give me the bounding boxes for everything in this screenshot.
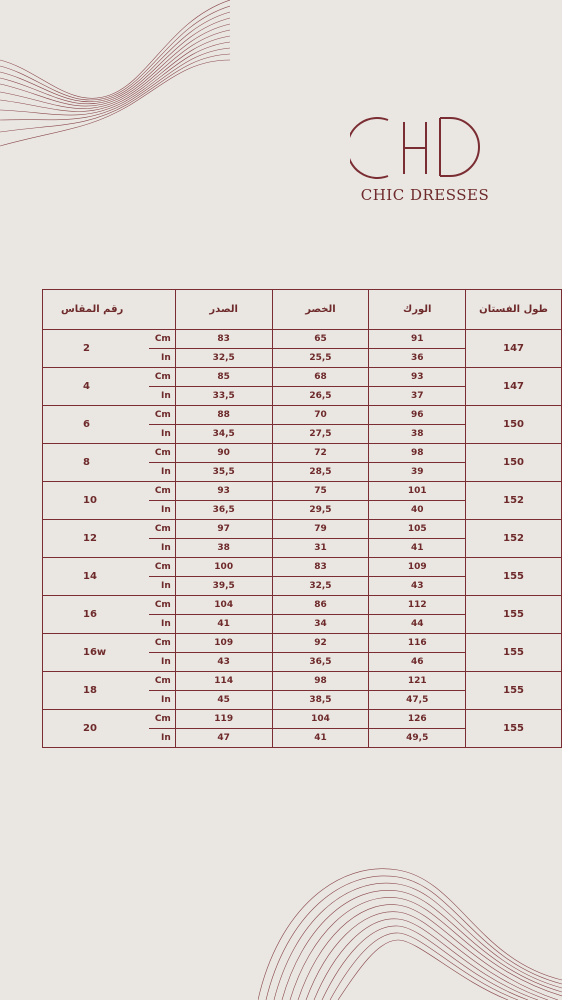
hip-in-cell: 38 <box>369 425 466 444</box>
size-chart-table <box>42 289 562 748</box>
unit-cm-label: Cm <box>149 482 175 501</box>
hip-cm-cell: 91 <box>369 330 466 349</box>
table-row-cm <box>43 482 562 501</box>
size-cell: 16w <box>43 634 149 672</box>
table-row-cm <box>43 710 562 729</box>
waist-cm-cell: 86 <box>272 596 369 615</box>
bust-cm-cell: 93 <box>175 482 272 501</box>
bust-cm-cell: 90 <box>175 444 272 463</box>
bust-in-cell: 34,5 <box>175 425 272 444</box>
header-size: رقم المقاس <box>43 290 176 330</box>
dress-length-cell: 152 <box>466 482 562 520</box>
hip-cm-cell: 105 <box>369 520 466 539</box>
dress-length-cell: 150 <box>466 444 562 482</box>
hip-cm-cell: 121 <box>369 672 466 691</box>
table-row-cm <box>43 406 562 425</box>
size-cell: 20 <box>43 710 149 748</box>
dress-length-cell: 155 <box>466 558 562 596</box>
bust-cm-cell: 104 <box>175 596 272 615</box>
unit-in-label: In <box>149 577 175 596</box>
wave-decoration-top <box>0 0 230 160</box>
size-cell: 12 <box>43 520 149 558</box>
hip-in-cell: 49,5 <box>369 729 466 748</box>
unit-in-label: In <box>149 463 175 482</box>
dress-length-cell: 147 <box>466 330 562 368</box>
waist-cm-cell: 104 <box>272 710 369 729</box>
hip-cm-cell: 126 <box>369 710 466 729</box>
unit-in-label: In <box>149 425 175 444</box>
hip-cm-cell: 93 <box>369 368 466 387</box>
size-cell: 14 <box>43 558 149 596</box>
hip-in-cell: 39 <box>369 463 466 482</box>
dress-length-cell: 155 <box>466 710 562 748</box>
bust-in-cell: 38 <box>175 539 272 558</box>
brand-name: CHIC DRESSES <box>360 186 490 204</box>
unit-in-label: In <box>149 653 175 672</box>
size-cell: 6 <box>43 406 149 444</box>
table-row-cm <box>43 672 562 691</box>
waist-in-cell: 26,5 <box>272 387 369 406</box>
bust-cm-cell: 114 <box>175 672 272 691</box>
unit-in-label: In <box>149 729 175 748</box>
bust-in-cell: 45 <box>175 691 272 710</box>
unit-cm-label: Cm <box>149 330 175 349</box>
header-hip: الورك <box>369 290 466 330</box>
unit-cm-label: Cm <box>149 368 175 387</box>
header-waist: الخصر <box>272 290 369 330</box>
unit-cm-label: Cm <box>149 710 175 729</box>
waist-in-cell: 27,5 <box>272 425 369 444</box>
hip-cm-cell: 116 <box>369 634 466 653</box>
waist-in-cell: 28,5 <box>272 463 369 482</box>
waist-cm-cell: 72 <box>272 444 369 463</box>
bust-in-cell: 43 <box>175 653 272 672</box>
unit-in-label: In <box>149 539 175 558</box>
bust-in-cell: 47 <box>175 729 272 748</box>
size-cell: 16 <box>43 596 149 634</box>
unit-in-label: In <box>149 349 175 368</box>
table-row-cm <box>43 634 562 653</box>
table-row-cm <box>43 520 562 539</box>
waist-in-cell: 25,5 <box>272 349 369 368</box>
unit-cm-label: Cm <box>149 672 175 691</box>
dress-length-cell: 155 <box>466 634 562 672</box>
unit-cm-label: Cm <box>149 558 175 577</box>
bust-cm-cell: 83 <box>175 330 272 349</box>
bust-cm-cell: 100 <box>175 558 272 577</box>
dress-length-cell: 147 <box>466 368 562 406</box>
hip-in-cell: 40 <box>369 501 466 520</box>
hip-in-cell: 46 <box>369 653 466 672</box>
bust-in-cell: 36,5 <box>175 501 272 520</box>
size-cell: 4 <box>43 368 149 406</box>
hip-cm-cell: 98 <box>369 444 466 463</box>
waist-in-cell: 34 <box>272 615 369 634</box>
bust-cm-cell: 88 <box>175 406 272 425</box>
bust-cm-cell: 97 <box>175 520 272 539</box>
table-header-row <box>43 290 562 330</box>
waist-cm-cell: 68 <box>272 368 369 387</box>
table-body <box>43 330 562 748</box>
hip-cm-cell: 109 <box>369 558 466 577</box>
bust-in-cell: 39,5 <box>175 577 272 596</box>
waist-in-cell: 38,5 <box>272 691 369 710</box>
bust-cm-cell: 85 <box>175 368 272 387</box>
unit-cm-label: Cm <box>149 596 175 615</box>
waist-cm-cell: 79 <box>272 520 369 539</box>
waist-cm-cell: 70 <box>272 406 369 425</box>
bust-in-cell: 41 <box>175 615 272 634</box>
table-row-cm <box>43 444 562 463</box>
dress-length-cell: 152 <box>466 520 562 558</box>
dress-length-cell: 150 <box>466 406 562 444</box>
hip-in-cell: 41 <box>369 539 466 558</box>
bust-cm-cell: 109 <box>175 634 272 653</box>
hip-cm-cell: 96 <box>369 406 466 425</box>
waist-cm-cell: 92 <box>272 634 369 653</box>
unit-cm-label: Cm <box>149 444 175 463</box>
hip-cm-cell: 101 <box>369 482 466 501</box>
bust-in-cell: 35,5 <box>175 463 272 482</box>
size-cell: 2 <box>43 330 149 368</box>
table-row-cm <box>43 368 562 387</box>
hip-in-cell: 36 <box>369 349 466 368</box>
size-cell: 18 <box>43 672 149 710</box>
waist-cm-cell: 98 <box>272 672 369 691</box>
bust-in-cell: 33,5 <box>175 387 272 406</box>
size-cell: 10 <box>43 482 149 520</box>
header-length: طول الفستان <box>466 290 562 330</box>
bust-cm-cell: 119 <box>175 710 272 729</box>
unit-in-label: In <box>149 387 175 406</box>
waist-cm-cell: 83 <box>272 558 369 577</box>
unit-in-label: In <box>149 501 175 520</box>
unit-in-label: In <box>149 615 175 634</box>
unit-cm-label: Cm <box>149 406 175 425</box>
table-row-cm <box>43 596 562 615</box>
unit-cm-label: Cm <box>149 634 175 653</box>
table-row-cm <box>43 330 562 349</box>
table-row-cm <box>43 558 562 577</box>
hip-cm-cell: 112 <box>369 596 466 615</box>
header-bust: الصدر <box>175 290 272 330</box>
dress-length-cell: 155 <box>466 596 562 634</box>
waist-in-cell: 29,5 <box>272 501 369 520</box>
bust-in-cell: 32,5 <box>175 349 272 368</box>
hip-in-cell: 47,5 <box>369 691 466 710</box>
waist-in-cell: 32,5 <box>272 577 369 596</box>
unit-in-label: In <box>149 691 175 710</box>
size-cell: 8 <box>43 444 149 482</box>
hip-in-cell: 37 <box>369 387 466 406</box>
hip-in-cell: 44 <box>369 615 466 634</box>
dress-length-cell: 155 <box>466 672 562 710</box>
waist-in-cell: 36,5 <box>272 653 369 672</box>
hip-in-cell: 43 <box>369 577 466 596</box>
waist-cm-cell: 75 <box>272 482 369 501</box>
wave-decoration-bottom <box>258 850 562 1000</box>
waist-in-cell: 31 <box>272 539 369 558</box>
waist-in-cell: 41 <box>272 729 369 748</box>
waist-cm-cell: 65 <box>272 330 369 349</box>
unit-cm-label: Cm <box>149 520 175 539</box>
